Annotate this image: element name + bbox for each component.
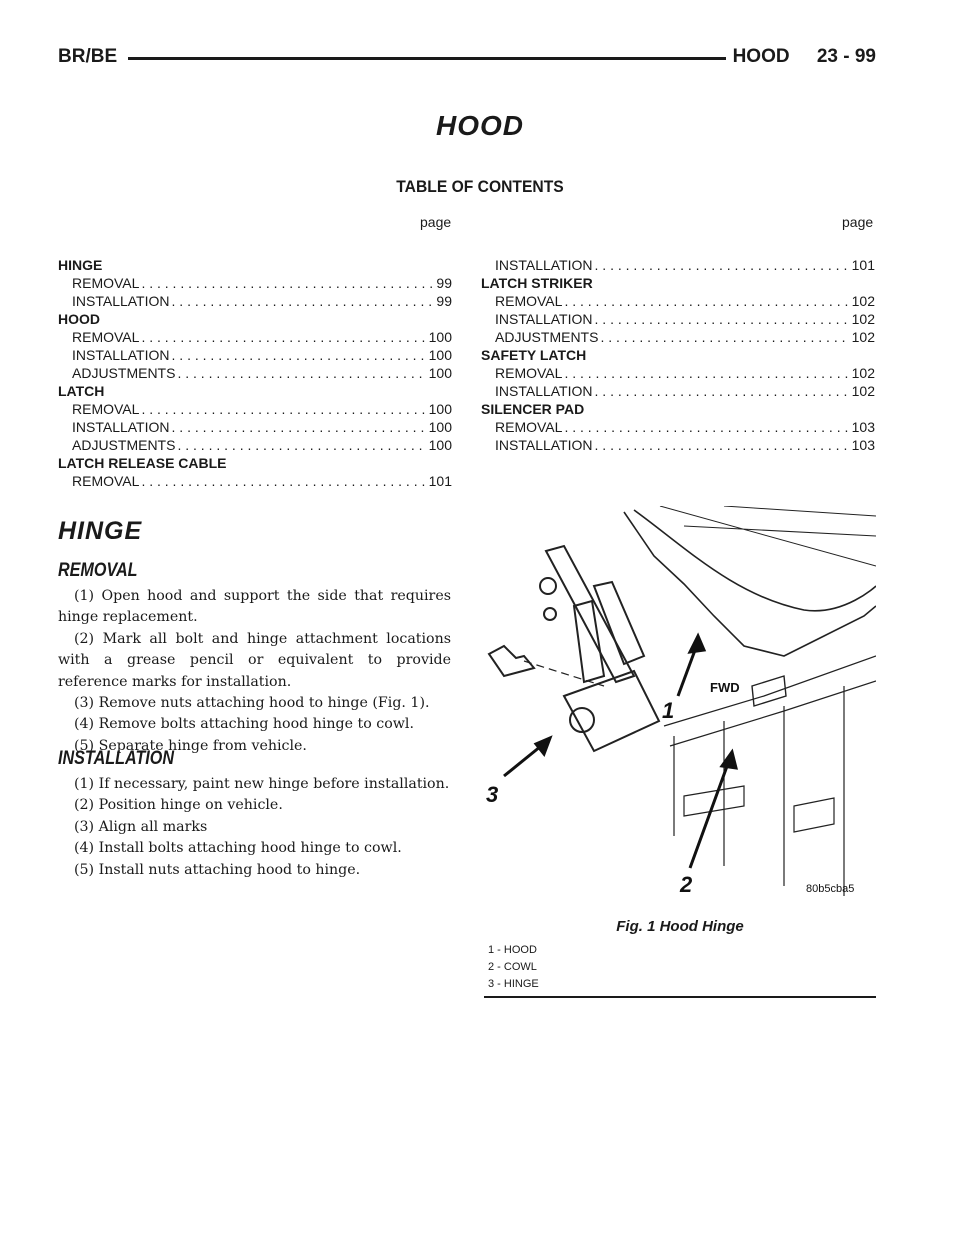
toc-entry xyxy=(58,418,452,436)
toc-leader-dots xyxy=(595,382,850,400)
toc-entry xyxy=(58,328,452,346)
removal-steps xyxy=(58,586,451,757)
page-title: HOOD xyxy=(436,110,524,141)
toc-leader-dots xyxy=(172,292,435,310)
procedure-step: (4) Install bolts attaching hood hinge to cowl. xyxy=(74,840,402,857)
procedure-step: (1) If necessary, paint new hinge before installation. xyxy=(74,776,450,792)
toc-label: REMOVAL xyxy=(72,275,140,291)
toc-heading xyxy=(58,256,452,274)
toc-label: REMOVAL xyxy=(495,293,563,309)
toc-label: REMOVAL xyxy=(72,329,140,345)
installation-steps xyxy=(58,774,451,881)
toc-leader-dots xyxy=(595,436,850,454)
toc-entry xyxy=(58,436,452,454)
header-page-number: 23 - 99 xyxy=(816,46,876,67)
toc-page-number: 102 xyxy=(851,311,875,327)
toc-leader-dots xyxy=(141,328,426,346)
legend-item: 2 - COWL xyxy=(488,961,537,973)
figure-rule xyxy=(484,996,876,998)
toc-label: REMOVAL xyxy=(495,365,563,381)
toc-title: TABLE OF CONTENTS xyxy=(396,177,564,196)
toc-page-number: 100 xyxy=(428,401,452,417)
toc-page-number: 100 xyxy=(428,419,452,435)
toc-label: INSTALLATION xyxy=(495,383,593,399)
toc-leader-dots xyxy=(172,346,427,364)
toc-label: ADJUSTMENTS xyxy=(72,365,176,381)
toc-page-number: 101 xyxy=(428,473,452,489)
procedure-step: (2) Mark all bolt and hinge attachment locations with a grease pencil or equivalent to provide reference marks for installation. xyxy=(58,630,451,690)
toc-page-number: 102 xyxy=(851,383,875,399)
toc-label: LATCH xyxy=(58,383,105,399)
toc-entry xyxy=(58,274,452,292)
toc-label: REMOVAL xyxy=(72,473,140,489)
fwd-tag-outline xyxy=(752,676,786,706)
toc-leader-dots xyxy=(595,310,850,328)
toc-leader-dots xyxy=(564,418,849,436)
toc-leader-dots xyxy=(564,364,849,382)
cowl-structure xyxy=(664,656,876,896)
toc-page-number: 100 xyxy=(428,437,452,453)
toc-entry xyxy=(481,328,875,346)
procedure-step: (1) Open hood and support the side that requires hinge replacement. xyxy=(58,588,451,626)
header-model: BR/BE xyxy=(58,46,118,67)
legend-item: 3 - HINGE xyxy=(488,978,539,990)
toc-page-number: 102 xyxy=(851,365,875,381)
procedure-step: (5) Install nuts attaching hood to hinge. xyxy=(74,861,361,878)
section-heading: HINGE xyxy=(58,517,143,545)
toc-leader-dots xyxy=(141,400,426,418)
hinge-bolt xyxy=(489,646,534,676)
hinge-arm-upper xyxy=(546,546,634,682)
header-section: HOOD xyxy=(732,46,790,67)
toc-label: LATCH RELEASE CABLE xyxy=(58,455,227,471)
toc-entry xyxy=(481,292,875,310)
toc-label: ADJUSTMENTS xyxy=(495,329,599,345)
toc-heading xyxy=(58,454,452,472)
toc-page-number: 99 xyxy=(436,293,452,309)
toc-column-right xyxy=(481,256,875,454)
toc-page-number: 101 xyxy=(851,257,875,273)
toc-entry xyxy=(58,364,452,382)
callout-3-arrowhead xyxy=(536,738,550,754)
header-right xyxy=(711,46,876,68)
toc-label: INSTALLATION xyxy=(72,419,170,435)
toc-leader-dots xyxy=(564,292,849,310)
toc-label: INSTALLATION xyxy=(495,311,593,327)
callout-2-label: 2 xyxy=(680,872,693,897)
callout-1-label: 1 xyxy=(662,698,675,723)
hinge-nut-upper xyxy=(540,578,556,594)
toc-entry xyxy=(58,346,452,364)
toc-label: SILENCER PAD xyxy=(481,401,585,417)
toc-entry xyxy=(481,364,875,382)
figure-legend xyxy=(488,942,539,993)
toc-leader-dots xyxy=(141,274,434,292)
toc-page-number: 100 xyxy=(428,329,452,345)
toc-entry xyxy=(481,382,875,400)
toc-page-number: 102 xyxy=(851,293,875,309)
procedure-step: (3) Align all marks xyxy=(74,818,208,835)
toc-entry xyxy=(58,472,452,490)
toc-label: SAFETY LATCH xyxy=(481,347,587,363)
toc-leader-dots xyxy=(177,436,426,454)
procedure-step: (3) Remove nuts attaching hood to hinge (Fig. 1). xyxy=(74,695,430,712)
toc-label: ADJUSTMENTS xyxy=(72,437,176,453)
toc-label: INSTALLATION xyxy=(495,257,593,273)
toc-leader-dots xyxy=(595,256,850,274)
toc-page-number: 103 xyxy=(851,437,875,453)
callout-1-arrowhead xyxy=(690,636,704,652)
toc-leader-dots xyxy=(600,328,849,346)
toc-heading xyxy=(481,274,875,292)
hood-panel-curve xyxy=(634,510,876,611)
toc-page-number: 100 xyxy=(428,347,452,363)
toc-page-number: 100 xyxy=(428,365,452,381)
toc-entry xyxy=(481,436,875,454)
procedure-step: (4) Remove bolts attaching hood hinge to cowl. xyxy=(74,716,414,733)
toc-leader-dots xyxy=(177,364,426,382)
toc-entry xyxy=(58,400,452,418)
toc-page-number: 99 xyxy=(436,275,452,291)
hood-panel-lines xyxy=(660,506,876,566)
toc-page-label-left: page xyxy=(420,214,452,230)
toc-label: REMOVAL xyxy=(72,401,140,417)
procedure-step: (5) Separate hinge from vehicle. xyxy=(74,737,307,754)
installation-heading: INSTALLATION xyxy=(58,748,175,769)
callout-3-label: 3 xyxy=(486,782,499,807)
toc-column-left xyxy=(58,256,452,490)
toc-page-number: 102 xyxy=(851,329,875,345)
toc-heading xyxy=(481,346,875,364)
toc-leader-dots xyxy=(172,418,427,436)
toc-label: REMOVAL xyxy=(495,419,563,435)
toc-entry xyxy=(481,310,875,328)
toc-label: HINGE xyxy=(58,257,103,273)
fwd-label: FWD xyxy=(710,680,740,695)
figure-code: 80b5cba5 xyxy=(806,883,855,895)
toc-entry xyxy=(481,256,875,274)
toc-label: INSTALLATION xyxy=(495,437,593,453)
toc-label: LATCH STRIKER xyxy=(481,275,593,291)
toc-entry xyxy=(58,292,452,310)
toc-label: HOOD xyxy=(58,311,100,327)
toc-label: INSTALLATION xyxy=(72,293,170,309)
toc-page-number: 103 xyxy=(851,419,875,435)
legend-item: 1 - HOOD xyxy=(488,944,537,956)
page-header xyxy=(58,44,876,74)
figure-caption: Fig. 1 Hood Hinge xyxy=(616,918,744,935)
procedure-step: (2) Position hinge on vehicle. xyxy=(74,797,283,814)
header-rule xyxy=(128,57,726,60)
toc-page-label-right: page xyxy=(842,214,874,230)
toc-heading xyxy=(58,310,452,328)
hinge-nut-lower xyxy=(544,608,556,620)
toc-heading xyxy=(481,400,875,418)
hood-hinge-illustration xyxy=(484,506,876,914)
bolt-alignment-line xyxy=(524,661,604,686)
toc-heading xyxy=(58,382,452,400)
toc-entry xyxy=(481,418,875,436)
toc-leader-dots xyxy=(141,472,426,490)
removal-heading: REMOVAL xyxy=(58,560,138,581)
hinge-base xyxy=(564,671,659,751)
toc-label: INSTALLATION xyxy=(72,347,170,363)
